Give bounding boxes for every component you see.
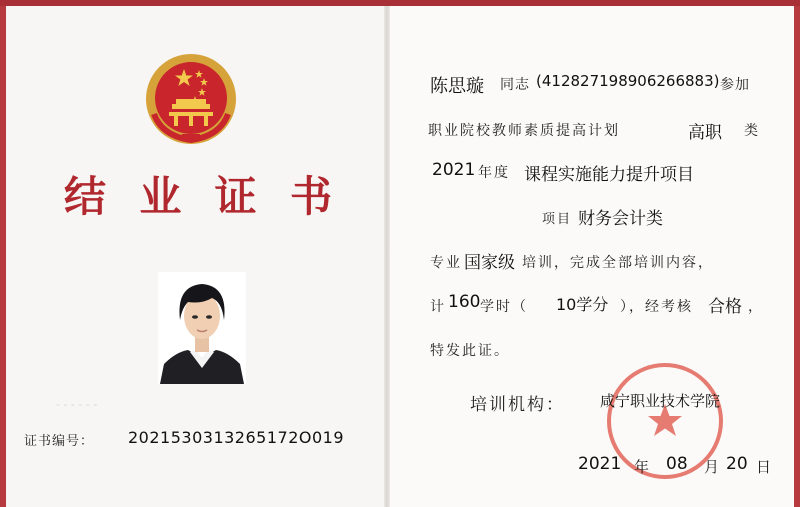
exam-result: 合格 xyxy=(708,297,742,317)
major-prefix: 专业 xyxy=(430,255,462,271)
issue-date-year: 2021 xyxy=(578,454,622,474)
training-hours: 160 xyxy=(448,292,481,312)
issue-statement: 特发此证。 xyxy=(430,343,510,359)
recipient-name: 陈思璇 xyxy=(430,76,484,97)
certificate-number-label: 证书编号： xyxy=(24,434,95,449)
title-char-4: 书 xyxy=(289,172,332,221)
participate-label: 参加 xyxy=(720,77,750,93)
national-emblem-icon xyxy=(144,52,238,146)
issue-date-day: 20 xyxy=(726,454,748,474)
issue-date-month: 08 xyxy=(666,454,688,474)
title-char-1: 结 xyxy=(64,172,107,221)
comrade-label: 同志 xyxy=(500,77,530,93)
faded-text: - - - - - - xyxy=(56,398,98,411)
certificate-title xyxy=(64,168,332,220)
credits: 10学分 xyxy=(556,295,609,314)
portrait-photo xyxy=(158,272,246,384)
id-number: (412827198906266883) xyxy=(536,72,720,90)
hours-prefix: 计 xyxy=(430,299,446,315)
issue-date-month-unit: 月 xyxy=(704,458,722,476)
training-level: 国家级 xyxy=(464,253,515,273)
item-name: 财务会计类 xyxy=(578,209,663,229)
title-char-2: 业 xyxy=(139,172,182,221)
title-char-3: 证 xyxy=(214,172,257,221)
certificate-number: 2021530313265172O019 xyxy=(128,428,345,447)
project-title: 课程实施能力提升项目 xyxy=(524,165,694,185)
year-suffix: 年度 xyxy=(478,165,510,181)
result-suffix: ， xyxy=(748,299,764,315)
hours-unit: 学时（ xyxy=(480,299,528,315)
category-suffix: 类 xyxy=(744,123,760,139)
item-prefix: 项目 xyxy=(542,212,573,227)
credits-suffix: ），经考核 xyxy=(620,299,693,315)
program-level: 高职 xyxy=(688,123,722,143)
training-org-name: 咸宁职业技术学院 xyxy=(600,392,721,410)
issue-date-year-unit: 年 xyxy=(634,458,652,476)
issue-date-day-unit: 日 xyxy=(756,458,774,476)
program-prefix: 职业院校教师素质提高计划 xyxy=(428,123,620,139)
training-org-label: 培训机构： xyxy=(470,395,565,415)
training-year: 2021 xyxy=(432,160,476,180)
training-suffix: 培训，完成全部培训内容， xyxy=(522,255,714,271)
person-portrait-icon xyxy=(158,272,246,384)
